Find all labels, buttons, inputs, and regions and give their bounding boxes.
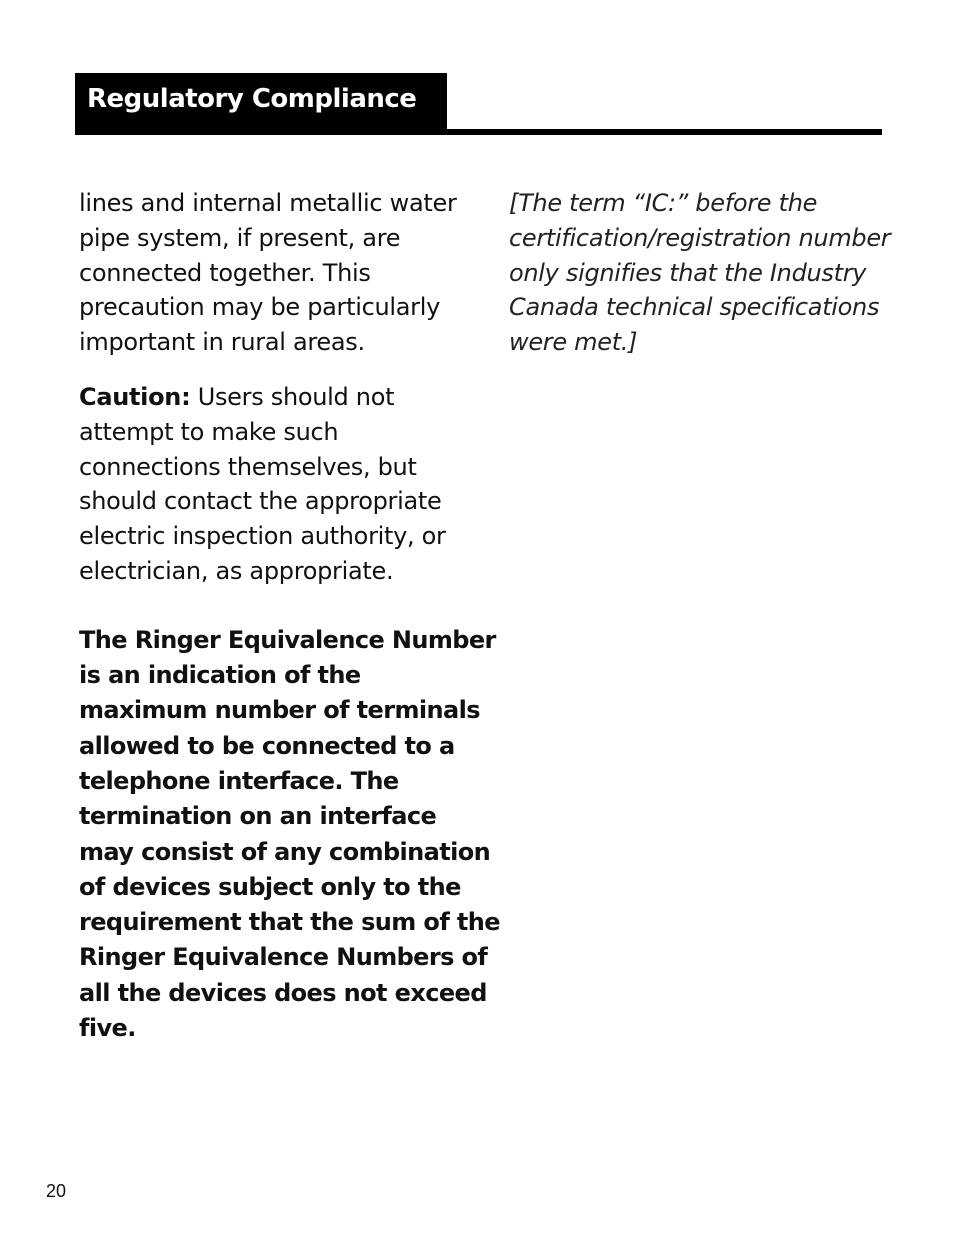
text-line: five. [79, 1014, 136, 1043]
section-header [75, 73, 447, 135]
grounding-paragraph [79, 186, 459, 360]
text-line: termination on an interface [79, 802, 437, 831]
text-line: precaution may be particularly [79, 293, 441, 322]
right-column [509, 186, 889, 360]
text-line: electric inspection authority, or [79, 522, 446, 551]
text-line: connections themselves, but [79, 452, 417, 481]
caution-text: Users should not [190, 382, 395, 411]
text-line: important in rural areas. [79, 328, 365, 357]
text-line: connected together. This [79, 258, 371, 287]
text-line: all the devices does not exceed [79, 978, 487, 1007]
text-line: only signifies that the Industry [509, 258, 867, 287]
text-line: [The term “IC:” before the [509, 189, 818, 217]
text-line: may consist of any combination [79, 837, 491, 866]
text-line: pipe system, if present, are [79, 223, 401, 252]
ren-paragraph [79, 623, 500, 1047]
left-column [79, 186, 500, 1046]
text-line: were met.] [509, 328, 638, 357]
text-line: of devices subject only to the [79, 872, 461, 901]
text-line [79, 380, 459, 415]
section-title: Regulatory Compliance [87, 84, 417, 114]
text-line: telephone interface. The [79, 766, 399, 795]
text-line: attempt to make such [79, 417, 339, 446]
ic-note-paragraph [509, 186, 889, 360]
text-line: The Ringer Equivalence Number [79, 625, 496, 654]
text-line: should contact the appropriate [79, 487, 442, 516]
text-line: allowed to be connected to a [79, 731, 455, 760]
text-line: requirement that the sum of the [79, 908, 500, 937]
text-line: lines and internal metallic water [79, 189, 457, 217]
page-number: 20 [46, 1181, 67, 1201]
text-line: electrician, as appropriate. [79, 556, 394, 585]
caution-paragraph [79, 380, 459, 589]
header-rule [75, 129, 882, 135]
text-line: Ringer Equivalence Numbers of [79, 943, 488, 972]
text-line: Canada technical specifications [509, 293, 880, 322]
caution-label: Caution: [79, 382, 191, 411]
text-line: is an indication of the [79, 661, 361, 690]
text-line: certification/registration number [509, 223, 891, 252]
text-line: maximum number of terminals [79, 696, 480, 725]
